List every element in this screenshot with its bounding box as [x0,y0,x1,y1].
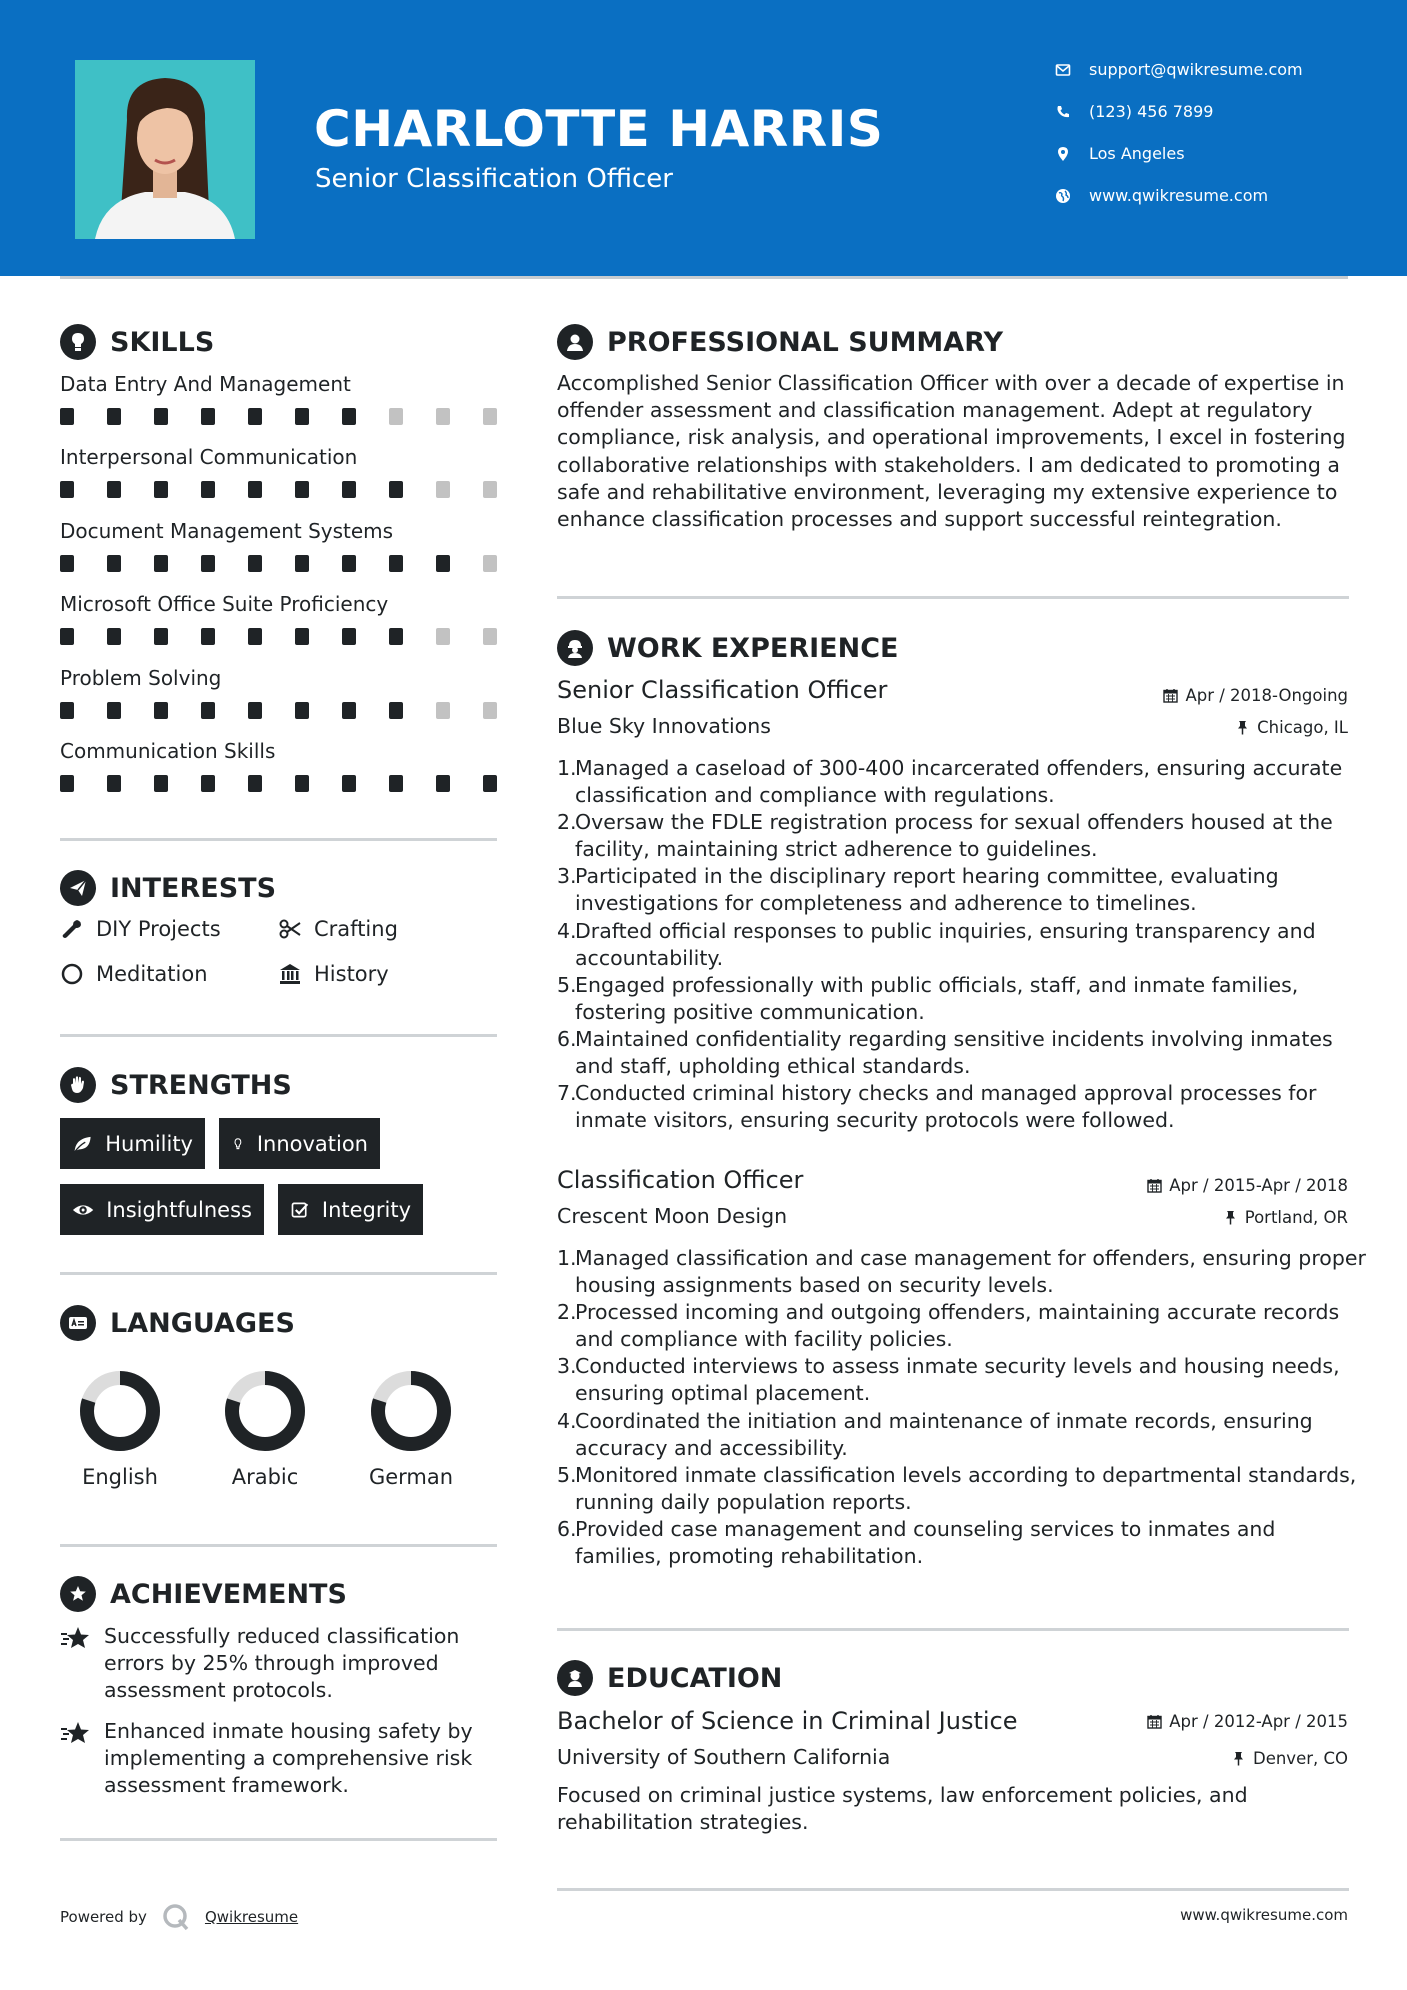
education-heading [557,1660,782,1696]
education-description: Focused on criminal justice systems, law enforcement policies, and rehabilitation strategies. [557,1783,1248,1835]
calendar-icon [1163,688,1178,703]
language-card-icon [60,1305,96,1341]
job-date [1147,1176,1348,1195]
map-pin-icon [1055,146,1071,162]
skill-dot-filled [154,481,168,498]
skill-dot-filled [60,702,74,719]
duty-item: Managed classification and case management for offenders, ensuring proper housing assignments based on security levels. [575,1246,1366,1298]
skill-dot-filled [201,702,215,719]
duty-item: Conducted criminal history checks and managed approval processes for inmate visitors, ensuring security protocols were followed. [575,1081,1317,1133]
skill-dot-empty [483,702,497,719]
job-title: Senior Classification Officer [557,676,888,704]
job-duties-list [557,1245,1367,1570]
interest-item [60,962,208,986]
museum-icon [278,962,302,986]
skill-dot-filled [154,775,168,792]
profile-photo [75,60,255,239]
strengths-title: STRENGTHS [110,1069,292,1101]
skill-dot-filled [342,408,356,425]
candidate-title: Senior Classification Officer [315,164,673,194]
contact-email-text: support@qwikresume.com [1089,60,1303,79]
interest-label: History [314,962,389,986]
scissors-icon [278,917,302,941]
skill-name: Interpersonal Communication [60,445,358,470]
language-item [192,1369,338,1489]
section-divider [557,1628,1349,1631]
wrench-icon [60,917,84,941]
skill-dot-filled [60,555,74,572]
interest-label: DIY Projects [96,917,221,941]
skill-dot-empty [389,408,403,425]
pushpin-icon [1235,720,1250,735]
skill-dot-filled [107,408,121,425]
duty-item: Conducted interviews to assess inmate security levels and housing needs, ensuring optimal placement. [575,1354,1340,1406]
skill-dot-filled [154,628,168,645]
skill-dot-filled [107,702,121,719]
skill-rating [60,481,497,498]
strength-label: Integrity [321,1197,411,1222]
skill-dot-empty [436,628,450,645]
language-label: German [368,1465,454,1489]
achievements-title: ACHIEVEMENTS [110,1578,347,1610]
interests-title: INTERESTS [110,872,277,904]
education-location-text: Denver, CO [1252,1749,1348,1768]
interest-label: Meditation [96,962,208,986]
skill-dot-filled [60,775,74,792]
duty-item: Engaged professionally with public officials, staff, and inmate families, fostering positive communication. [575,972,1299,1024]
school-name: University of Southern California [557,1745,891,1769]
skill-dot-filled [154,408,168,425]
skill-name: Microsoft Office Suite Proficiency [60,592,389,617]
job-duties-list [557,755,1367,1134]
summary-text: Accomplished Senior Classification Officer with over a decade of expertise in offender assessment and classification management. Adept at regulatory compliance, risk analysis, and operational improvements, I excel in fostering collaborative relationships with stakeholders. I am dedicated to promoting a safe and rehabilitative environment, leveraging my extensive experience to enhance classification processes and support successful reintegration. [557,371,1346,532]
skill-rating [60,555,497,572]
header-divider [60,276,1348,279]
brand-link[interactable]: Qwikresume [204,1908,299,1926]
job-location-text: Portland, OR [1244,1208,1348,1227]
contact-website-text: www.qwikresume.com [1089,186,1269,205]
skill-name: Data Entry And Management [60,372,351,396]
skill-dot-filled [154,555,168,572]
duty-item: Managed a caseload of 300-400 incarcerated offenders, ensuring accurate classification and compliance with regulations. [575,756,1343,808]
skill-dot-filled [107,481,121,498]
section-divider [60,1272,497,1275]
strength-label: Humility [105,1131,193,1156]
strength-tag [60,1118,205,1169]
duty-item: Oversaw the FDLE registration process for sexual offenders housed at the facility, maintaining strict adherence to guidelines. [575,810,1333,862]
section-divider [557,1888,1349,1891]
section-divider [60,1838,497,1841]
contact-email[interactable] [1055,60,1303,79]
achievements-heading [60,1576,347,1612]
section-divider [557,596,1349,599]
job-date-text: Apr / 2015-Apr / 2018 [1169,1176,1348,1195]
interest-item [60,917,221,941]
strength-tag [278,1184,423,1235]
experience-title: WORK EXPERIENCE [607,632,899,664]
user-icon [557,324,593,360]
skill-rating [60,702,497,719]
education-title: EDUCATION [607,1662,783,1694]
strength-label: Insightfulness [106,1197,252,1222]
language-item [47,1369,193,1489]
candidate-name: CHARLOTTE HARRIS [314,100,884,158]
duty-item: Monitored inmate classification levels according to departmental standards, running daily population reports. [575,1462,1357,1514]
skill-dot-empty [483,628,497,645]
skill-dot-filled [60,481,74,498]
skill-dot-filled [107,775,121,792]
star-badge-icon [60,1576,96,1612]
skill-dot-filled [201,481,215,498]
lightbulb-icon [60,324,96,360]
contact-location-text: Los Angeles [1089,144,1185,163]
skill-dot-filled [342,702,356,719]
phone-icon [1055,104,1071,120]
skill-dot-filled [389,775,403,792]
language-label: English [82,1465,158,1489]
strength-label: Innovation [256,1131,368,1156]
skill-rating [60,408,497,425]
skill-dot-filled [389,555,403,572]
footer-website[interactable]: www.qwikresume.com [1180,1906,1348,1924]
skill-dot-filled [389,628,403,645]
skill-dot-filled [389,481,403,498]
languages-title: LANGUAGES [110,1307,295,1339]
hand-icon [60,1067,96,1103]
language-label: Arabic [231,1465,299,1489]
skill-dot-filled [436,555,450,572]
interest-item [278,962,389,986]
worker-icon [557,630,593,666]
skill-dot-empty [436,408,450,425]
degree-title: Bachelor of Science in Criminal Justice [557,1707,1018,1735]
skill-dot-filled [201,555,215,572]
job-company: Blue Sky Innovations [557,714,771,738]
skill-dot-filled [248,775,262,792]
duty-item: Coordinated the initiation and maintenance of inmate records, ensuring accuracy and accessibility. [575,1408,1313,1460]
strength-tag [60,1184,264,1235]
achievement-text: Successfully reduced classification errors by 25% through improved assessment protocols. [104,1624,460,1702]
qwikresume-logo-icon [161,1902,191,1932]
skill-rating [60,628,497,645]
skill-dot-filled [436,775,450,792]
contact-location [1055,144,1185,163]
calendar-icon [1147,1714,1162,1729]
skill-dot-empty [483,408,497,425]
education-date-text: Apr / 2012-Apr / 2015 [1169,1712,1348,1731]
skill-dot-filled [248,555,262,572]
skill-dot-filled [248,408,262,425]
skill-dot-empty [483,481,497,498]
contact-website[interactable] [1055,186,1268,205]
experience-heading [557,630,898,666]
job-date-text: Apr / 2018-Ongoing [1185,686,1348,705]
language-item [338,1369,484,1489]
job-date [1163,686,1348,705]
skill-dot-filled [342,555,356,572]
skills-title: SKILLS [110,326,215,358]
strength-tag [219,1118,380,1169]
section-divider [60,838,497,841]
skill-dot-filled [295,408,309,425]
achievement-item [60,1623,500,1704]
skill-dot-filled [342,481,356,498]
lightbulb-icon [231,1132,245,1156]
interest-item [278,917,398,941]
skill-dot-filled [107,555,121,572]
job-title: Classification Officer [557,1166,804,1194]
skill-dot-filled [154,702,168,719]
summary-title: PROFESSIONAL SUMMARY [607,326,1004,358]
globe-icon [1055,188,1071,204]
leaf-icon [72,1132,93,1156]
pushpin-icon [1223,1210,1238,1225]
header-banner [0,0,1407,276]
skill-dot-filled [295,775,309,792]
section-divider [60,1544,497,1547]
envelope-icon [1055,62,1071,78]
skill-dot-filled [389,702,403,719]
duty-item: Processed incoming and outgoing offenders, maintaining accurate records and compliance with facility policies. [575,1300,1340,1352]
star-icon [60,1625,92,1653]
job-location [1223,1208,1348,1227]
achievement-text: Enhanced inmate housing safety by implementing a comprehensive risk assessment framework. [104,1719,473,1797]
skill-dot-empty [436,702,450,719]
graduate-icon [557,1660,593,1696]
skill-dot-filled [248,481,262,498]
language-level-ring [78,1369,162,1453]
skill-dot-filled [107,628,121,645]
skills-heading [60,324,214,360]
contact-phone[interactable] [1055,102,1213,121]
pushpin-icon [1231,1751,1246,1766]
duty-item: Maintained confidentiality regarding sensitive incidents involving inmates and staff, upholding ethical standards. [575,1026,1333,1079]
skill-dot-filled [201,775,215,792]
skill-dot-empty [483,555,497,572]
education-date [1147,1712,1348,1731]
skill-dot-filled [201,408,215,425]
skill-name: Communication Skills [60,739,276,763]
skill-dot-filled [295,555,309,572]
skill-dot-filled [60,408,74,425]
skill-dot-filled [60,628,74,645]
language-level-ring [369,1369,453,1453]
languages-heading [60,1305,295,1341]
calendar-icon [1147,1178,1162,1193]
skill-name: Document Management Systems [60,518,394,543]
skill-dot-filled [483,775,497,792]
star-icon [60,1720,92,1748]
skill-dot-filled [295,481,309,498]
education-location [1231,1749,1348,1768]
job-location-text: Chicago, IL [1257,718,1348,737]
footer-branding [60,1902,298,1932]
achievement-item [60,1718,500,1799]
duty-item: Drafted official responses to public inquiries, ensuring transparency and accountability. [575,918,1316,970]
skill-dot-filled [295,628,309,645]
skill-dot-filled [342,628,356,645]
skill-dot-filled [248,702,262,719]
circle-icon [60,962,84,986]
contact-phone-text: (123) 456 7899 [1089,102,1214,121]
job-company: Crescent Moon Design [557,1204,788,1228]
skill-dot-empty [436,481,450,498]
checkbox-icon [290,1198,310,1222]
skill-dot-filled [248,628,262,645]
summary-heading [557,324,1003,360]
paper-plane-icon [60,870,96,906]
skill-name: Problem Solving [60,665,222,690]
interest-label: Crafting [314,917,398,941]
interests-heading [60,870,276,906]
strengths-heading [60,1067,292,1103]
duty-item: Provided case management and counseling services to inmates and families, promoting rehabilitation. [575,1516,1276,1569]
powered-by-text: Powered by [60,1908,147,1926]
skill-dot-filled [295,702,309,719]
section-divider [60,1034,497,1037]
language-level-ring [223,1369,307,1453]
eye-icon [72,1198,94,1222]
skill-dot-filled [342,775,356,792]
skill-rating [60,775,497,792]
duty-item: Participated in the disciplinary report hearing committee, evaluating investigations for completeness and adherence to timelines. [575,864,1279,916]
skill-dot-filled [201,628,215,645]
job-location [1235,718,1348,737]
